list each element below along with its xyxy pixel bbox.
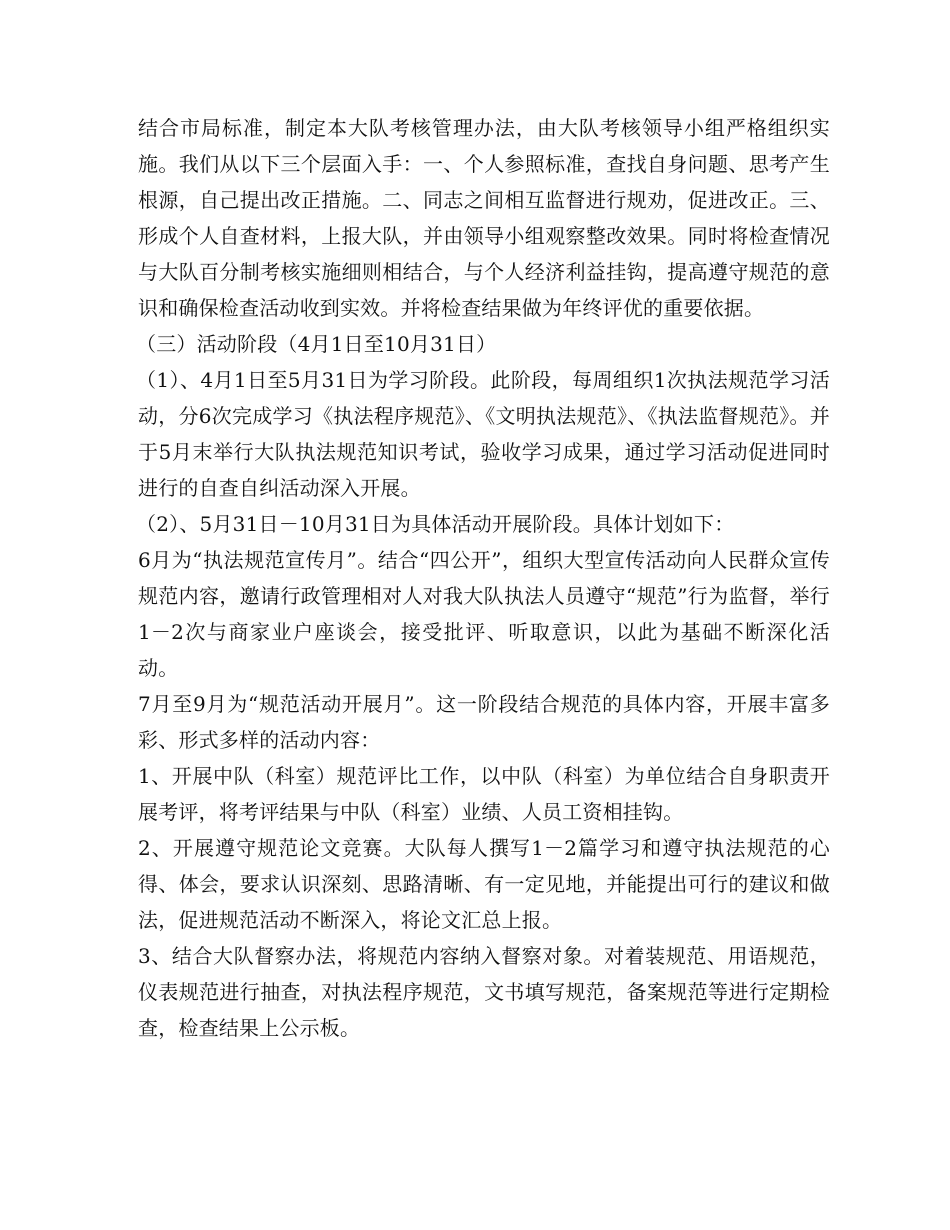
paragraph-july-september-plan: 7月至9月为“规范活动开展月”。这一阶段结合规范的具体内容，开展丰富多彩、形式多样的活动内容： <box>138 692 830 752</box>
list-item-3: 3、结合大队督察办法，将规范内容纳入督察对象。对着装规范、用语规范，仪表规范进行抽查，对执法程序规范，文书填写规范，备案规范等进行定期检查，检查结果上公示板。 <box>138 944 830 1040</box>
document-body <box>138 110 830 1046</box>
list-item-1: 1、开展中队（科室）规范评比工作，以中队（科室）为单位结合自身职责开展考评，将考评结果与中队（科室）业绩、人员工资相挂钩。 <box>138 764 830 824</box>
list-item-2: 2、开展遵守规范论文竞赛。大队每人撰写1－2篇学习和遵守执法规范的心得、体会，要求认识深刻、思路清晰、有一定见地，并能提出可行的建议和做法，促进规范活动不断深入，将论文汇总上报。 <box>138 836 830 932</box>
paragraph-june-plan: 6月为“执法规范宣传月”。结合“四公开”，组织大型宣传活动向人民群众宣传规范内容，邀请行政管理相对人对我大队执法人员遵守“规范”行为监督，举行1－2次与商家业户座谈会，接受批评、听取意识，以此为基础不断深化活动。 <box>138 548 830 680</box>
paragraph-stage-2: （2）、5月31日－10月31日为具体活动开展阶段。具体计划如下： <box>136 512 735 536</box>
heading-activity-stages: （三）活动阶段（4月1日至10月31日） <box>136 332 497 356</box>
paragraph-stage-1: （1）、4月1日至5月31日为学习阶段。此阶段，每周组织1次执法规范学习活动，分6次完成学习《执法程序规范》、《文明执法规范》、《执法监督规范》。并于5月末举行大队执法规范知识考试，验收学习成果，通过学习活动促进同时进行的自查自纠活动深入开展。 <box>136 368 830 500</box>
paragraph-assessment-method: 结合市局标准，制定本大队考核管理办法，由大队考核领导小组严格组织实施。我们从以下三个层面入手：一、个人参照标准，查找自身问题、思考产生根源，自己提出改正措施。二、同志之间相互监督进行规劝，促进改正。三、形成个人自查材料，上报大队，并由领导小组观察整改效果。同时将检查情况与大队百分制考核实施细则相结合，与个人经济利益挂钩，提高遵守规范的意识和确保检查活动收到实效。并将检查结果做为年终评优的重要依据。 <box>138 116 830 320</box>
